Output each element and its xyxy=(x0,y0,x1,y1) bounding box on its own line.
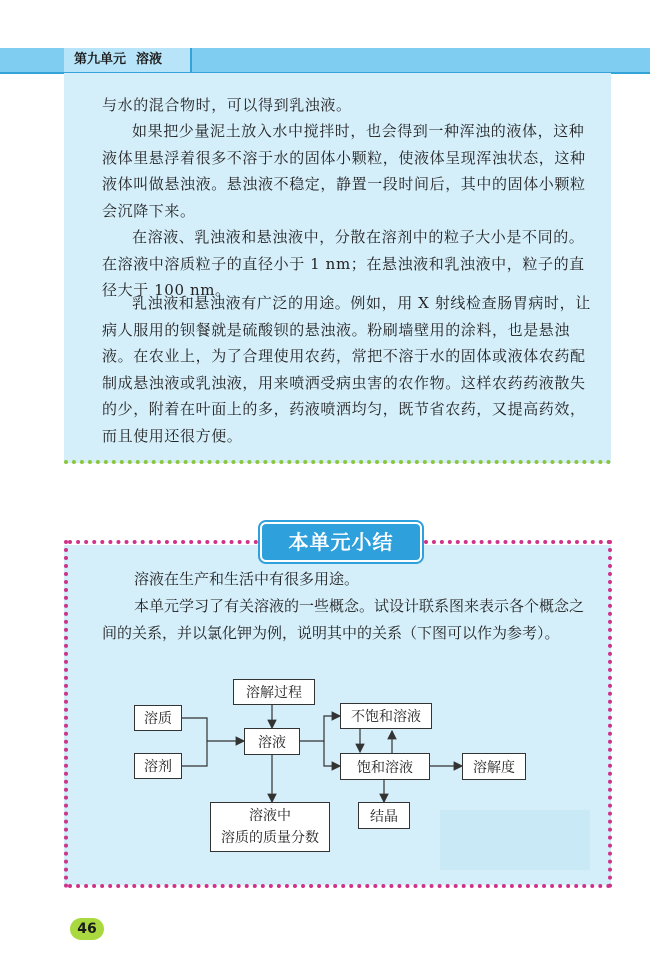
paragraph-3: 在溶液、乳浊液和悬浊液中，分散在溶剂中的粒子大小是不同的。在溶液中溶质粒子的直径小于 1 nm；在悬浊液和乳浊液中，粒子的直径大于 100 nm。 xyxy=(102,228,585,299)
summary-line-1: 溶液在生产和生活中有很多用途。 xyxy=(134,570,360,588)
unit-topic: 溶液 xyxy=(136,52,163,67)
node-solubility: 溶解度 xyxy=(462,753,526,780)
node-unsaturated-solution: 不饱和溶液 xyxy=(340,703,432,729)
node-crystallization: 结晶 xyxy=(358,802,410,829)
summary-line-2: 本单元学习了有关溶液的一些概念。试设计联系图来表示各个概念之间的关系，并以氯化钾为例，说明其中的关系（下图可以作为参考）。 xyxy=(102,597,585,642)
paragraph-4: 乳浊液和悬浊液有广泛的用途。例如，用 X 射线检查肠胃病时，让病人服用的钡餐就是硫酸钡的悬浊液。粉刷墙壁用的涂料，也是悬浊液。在农业上，为了合理使用农药，常把不溶于水的固体或液体农药配制成悬浊液或乳浊液，用来喷洒受病虫害的农作物。这样农药药液散失的少，附着在叶面上的多，药液喷洒均匀，既节省农药，又提高药效，而且使用还很方便。 xyxy=(102,294,591,445)
mass-fraction-line-2: 溶质的质量分数 xyxy=(221,830,319,846)
connector-solute-solution xyxy=(182,718,244,741)
connector-solution-saturated xyxy=(324,741,340,766)
unit-number: 第九单元 xyxy=(74,52,127,67)
paragraph-1: 与水的混合物时，可以得到乳浊液。 xyxy=(102,96,352,114)
node-mass-fraction xyxy=(210,802,330,852)
node-solute: 溶质 xyxy=(134,705,182,731)
connector-solution-unsaturated xyxy=(300,716,340,741)
page-number: 46 xyxy=(70,918,104,940)
paragraph-2: 如果把少量泥土放入水中搅拌时，也会得到一种浑浊的液体，这种液体里悬浮着很多不溶于水的固体小颗粒，使液体呈现浑浊状态，这种液体叫做悬浊液。悬浊液不稳定，静置一段时间后，其中的固体小颗粒会沉降下来。 xyxy=(102,122,586,220)
mass-fraction-line-1: 溶液中 xyxy=(249,808,291,824)
node-solution: 溶液 xyxy=(244,728,300,755)
node-saturated-solution: 饱和溶液 xyxy=(340,753,430,780)
connector-solvent-solution xyxy=(182,741,207,766)
node-dissolving-process: 溶解过程 xyxy=(233,679,315,705)
node-solvent: 溶剂 xyxy=(134,753,182,779)
summary-title: 本单元小结 xyxy=(260,522,422,562)
